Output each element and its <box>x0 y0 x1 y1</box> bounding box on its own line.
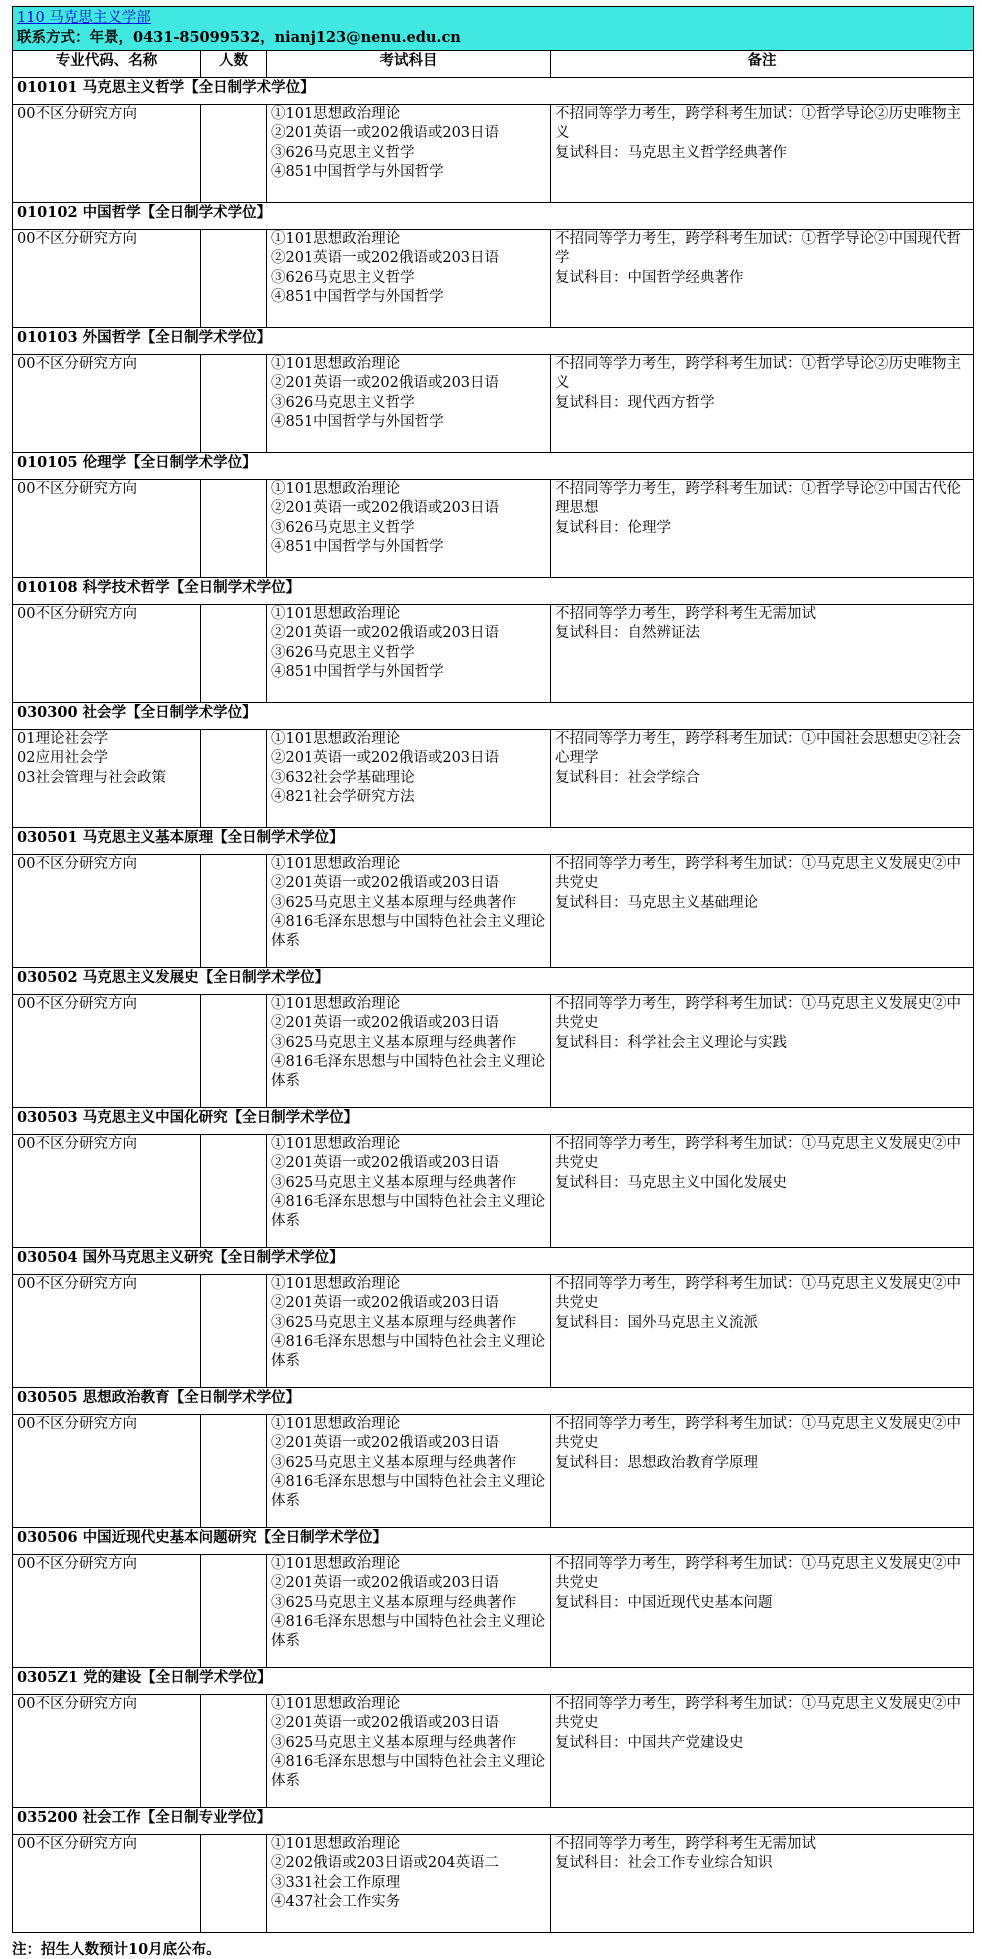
page-content <box>12 6 973 1959</box>
note-line: 复试科目：科学社会主义理论与实践 <box>555 1034 787 1051</box>
exam-subject: ②202俄语或203日语或204英语二 <box>271 1855 500 1872</box>
program-title-row <box>13 1107 974 1134</box>
research-direction: 00不区分研究方向 <box>17 605 137 622</box>
program-detail-row <box>13 1414 974 1527</box>
exam-subject: ③626马克思主义哲学 <box>271 394 415 411</box>
exam-subjects-cell <box>267 1694 551 1807</box>
research-direction: 00不区分研究方向 <box>17 480 137 497</box>
exam-subject: ①101思想政治理论 <box>271 995 401 1012</box>
note-line: 不招同等学力考生，跨学科考生加试：①马克思主义发展史②中共党史 <box>555 1415 961 1452</box>
program-title: 030504 国外马克思主义研究【全日制学术学位】 <box>13 1247 974 1274</box>
research-direction: 00不区分研究方向 <box>17 1555 137 1572</box>
notes-cell <box>551 1134 974 1247</box>
research-directions-cell <box>13 729 201 827</box>
exam-subject: ③331社会工作原理 <box>271 1874 401 1891</box>
research-directions-cell <box>13 854 201 967</box>
department-contact: 联系方式：年景，0431-85099532，nianj123@nenu.edu.cn <box>17 29 461 47</box>
column-header-notes: 备注 <box>551 50 974 77</box>
exam-subjects-cell <box>267 1414 551 1527</box>
exam-subject: ③625马克思主义基本原理与经典著作 <box>271 1454 517 1471</box>
quota-cell <box>201 729 267 827</box>
program-title: 030506 中国近现代史基本问题研究【全日制学术学位】 <box>13 1527 974 1554</box>
exam-subject: ③632社会学基础理论 <box>271 769 415 786</box>
program-detail-row <box>13 1134 974 1247</box>
exam-subjects-cell <box>267 354 551 452</box>
exam-subject: ④851中国哲学与外国哲学 <box>271 414 444 431</box>
footnote: 注：招生人数预计10月底公布。 <box>12 1940 221 1958</box>
notes-cell <box>551 104 974 202</box>
exam-subject: ①101思想政治理论 <box>271 730 401 747</box>
research-directions-cell <box>13 604 201 702</box>
program-detail-row <box>13 1274 974 1387</box>
program-title-row <box>13 202 974 229</box>
exam-subject: ③625马克思主义基本原理与经典著作 <box>271 1174 517 1191</box>
exam-subject: ②201英语一或202俄语或203日语 <box>271 750 500 767</box>
quota-cell <box>201 1134 267 1247</box>
exam-subject: ④851中国哲学与外国哲学 <box>271 164 444 181</box>
exam-subject: ③626马克思主义哲学 <box>271 269 415 286</box>
program-detail-row <box>13 229 974 327</box>
exam-subject: ①101思想政治理论 <box>271 105 401 122</box>
research-directions-cell <box>13 354 201 452</box>
research-direction: 00不区分研究方向 <box>17 105 137 122</box>
column-header-code: 专业代码、名称 <box>13 50 201 77</box>
notes-cell <box>551 1554 974 1667</box>
research-direction: 00不区分研究方向 <box>17 355 137 372</box>
note-line: 复试科目：伦理学 <box>555 519 671 536</box>
note-line: 不招同等学力考生，跨学科考生加试：①中国社会思想史②社会心理学 <box>555 730 961 767</box>
program-title-row <box>13 1807 974 1834</box>
exam-subject: ②201英语一或202俄语或203日语 <box>271 250 500 267</box>
program-title: 035200 社会工作【全日制专业学位】 <box>13 1807 974 1834</box>
note-line: 复试科目：社会学综合 <box>555 769 700 786</box>
note-line: 复试科目：自然辨证法 <box>555 625 700 642</box>
program-title-row <box>13 452 974 479</box>
quota-cell <box>201 354 267 452</box>
quota-cell <box>201 1554 267 1667</box>
exam-subject: ②201英语一或202俄语或203日语 <box>271 1435 500 1452</box>
research-directions-cell <box>13 1134 201 1247</box>
exam-subject: ②201英语一或202俄语或203日语 <box>271 125 500 142</box>
exam-subject: ④816毛泽东思想与中国特色社会主义理论体系 <box>271 1614 546 1650</box>
note-line: 复试科目：马克思主义中国化发展史 <box>555 1174 787 1191</box>
exam-subject: ①101思想政治理论 <box>271 1275 401 1292</box>
program-detail-row <box>13 729 974 827</box>
exam-subject: ④851中国哲学与外国哲学 <box>271 539 444 556</box>
exam-subject: ④851中国哲学与外国哲学 <box>271 664 444 681</box>
research-directions-cell <box>13 994 201 1107</box>
department-header-row <box>13 7 974 51</box>
note-line: 复试科目：社会工作专业综合知识 <box>555 1855 773 1872</box>
note-line: 复试科目：马克思主义基础理论 <box>555 894 758 911</box>
exam-subject: ③626马克思主义哲学 <box>271 144 415 161</box>
research-direction: 00不区分研究方向 <box>17 1695 137 1712</box>
exam-subject: ③625马克思主义基本原理与经典著作 <box>271 1594 517 1611</box>
exam-subjects-cell <box>267 479 551 577</box>
research-direction: 00不区分研究方向 <box>17 1135 137 1152</box>
program-title-row <box>13 327 974 354</box>
exam-subject: ④816毛泽东思想与中国特色社会主义理论体系 <box>271 1194 546 1230</box>
exam-subjects-cell <box>267 104 551 202</box>
program-title: 030505 思想政治教育【全日制学术学位】 <box>13 1387 974 1414</box>
note-line: 不招同等学力考生，跨学科考生加试：①马克思主义发展史②中共党史 <box>555 1695 961 1732</box>
exam-subject: ②201英语一或202俄语或203日语 <box>271 1295 500 1312</box>
exam-subject: ④816毛泽东思想与中国特色社会主义理论体系 <box>271 1334 546 1370</box>
quota-cell <box>201 604 267 702</box>
program-title: 010105 伦理学【全日制学术学位】 <box>13 452 974 479</box>
exam-subject: ③625马克思主义基本原理与经典著作 <box>271 1034 517 1051</box>
exam-subject: ④821社会学研究方法 <box>271 789 415 806</box>
note-line: 复试科目：现代西方哲学 <box>555 394 715 411</box>
program-title-row <box>13 1387 974 1414</box>
exam-subject: ③625马克思主义基本原理与经典著作 <box>271 1734 517 1751</box>
program-detail-row <box>13 854 974 967</box>
exam-subject: ①101思想政治理论 <box>271 230 401 247</box>
research-direction: 02应用社会学 <box>17 750 108 767</box>
note-line: 不招同等学力考生，跨学科考生加试：①马克思主义发展史②中共党史 <box>555 855 961 892</box>
program-title-row <box>13 1527 974 1554</box>
notes-cell <box>551 1694 974 1807</box>
program-detail-row <box>13 994 974 1107</box>
program-title: 030502 马克思主义发展史【全日制学术学位】 <box>13 967 974 994</box>
exam-subject: ①101思想政治理论 <box>271 1415 401 1432</box>
program-title: 010101 马克思主义哲学【全日制学术学位】 <box>13 77 974 104</box>
program-title-row <box>13 967 974 994</box>
notes-cell <box>551 604 974 702</box>
exam-subject: ①101思想政治理论 <box>271 1835 401 1852</box>
note-line: 不招同等学力考生，跨学科考生加试：①马克思主义发展史②中共党史 <box>555 1555 961 1592</box>
column-header-quota: 人数 <box>201 50 267 77</box>
quota-cell <box>201 1274 267 1387</box>
program-detail-row <box>13 1554 974 1667</box>
exam-subject: ①101思想政治理论 <box>271 1695 401 1712</box>
program-title-row <box>13 827 974 854</box>
notes-cell <box>551 1414 974 1527</box>
note-line: 不招同等学力考生，跨学科考生加试：①哲学导论②中国现代哲学 <box>555 230 961 267</box>
department-header <box>13 7 974 51</box>
note-line: 复试科目：马克思主义哲学经典著作 <box>555 144 787 161</box>
exam-subject: ④816毛泽东思想与中国特色社会主义理论体系 <box>271 1474 546 1510</box>
research-directions-cell <box>13 1694 201 1807</box>
exam-subjects-cell <box>267 1134 551 1247</box>
note-line: 复试科目：中国近现代史基本问题 <box>555 1594 773 1611</box>
research-direction: 00不区分研究方向 <box>17 1835 137 1852</box>
notes-cell <box>551 354 974 452</box>
program-detail-row <box>13 1834 974 1932</box>
quota-cell <box>201 854 267 967</box>
program-title: 010102 中国哲学【全日制学术学位】 <box>13 202 974 229</box>
research-directions-cell <box>13 229 201 327</box>
note-line: 复试科目：中国共产党建设史 <box>555 1734 744 1751</box>
exam-subject: ④851中国哲学与外国哲学 <box>271 289 444 306</box>
exam-subject: ②201英语一或202俄语或203日语 <box>271 625 500 642</box>
exam-subjects-cell <box>267 604 551 702</box>
exam-subject: ①101思想政治理论 <box>271 855 401 872</box>
quota-cell <box>201 229 267 327</box>
exam-subject: ②201英语一或202俄语或203日语 <box>271 875 500 892</box>
note-line: 不招同等学力考生，跨学科考生加试：①马克思主义发展史②中共党史 <box>555 995 961 1032</box>
note-line: 不招同等学力考生，跨学科考生加试：①马克思主义发展史②中共党史 <box>555 1275 961 1312</box>
exam-subject: ③626马克思主义哲学 <box>271 519 415 536</box>
exam-subject: ③625马克思主义基本原理与经典著作 <box>271 1314 517 1331</box>
exam-subjects-cell <box>267 729 551 827</box>
quota-cell <box>201 994 267 1107</box>
exam-subject: ②201英语一或202俄语或203日语 <box>271 1015 500 1032</box>
quota-cell <box>201 479 267 577</box>
quota-cell <box>201 1834 267 1932</box>
notes-cell <box>551 1834 974 1932</box>
note-line: 不招同等学力考生，跨学科考生加试：①哲学导论②中国古代伦理思想 <box>555 480 961 517</box>
research-directions-cell <box>13 104 201 202</box>
exam-subject: ①101思想政治理论 <box>271 605 401 622</box>
notes-cell <box>551 994 974 1107</box>
department-link[interactable]: 110 马克思主义学部 <box>17 10 151 26</box>
column-header-row <box>13 50 974 77</box>
notes-cell <box>551 729 974 827</box>
notes-cell <box>551 479 974 577</box>
program-title-row <box>13 77 974 104</box>
exam-subject: ④816毛泽东思想与中国特色社会主义理论体系 <box>271 1754 546 1790</box>
program-title: 010108 科学技术哲学【全日制学术学位】 <box>13 577 974 604</box>
exam-subject: ②201英语一或202俄语或203日语 <box>271 1575 500 1592</box>
note-line: 不招同等学力考生，跨学科考生加试：①哲学导论②历史唯物主义 <box>555 105 961 142</box>
program-title-row <box>13 1667 974 1694</box>
note-line: 不招同等学力考生，跨学科考生加试：①马克思主义发展史②中共党史 <box>555 1135 961 1172</box>
exam-subject: ①101思想政治理论 <box>271 1555 401 1572</box>
quota-cell <box>201 1414 267 1527</box>
exam-subject: ③625马克思主义基本原理与经典著作 <box>271 894 517 911</box>
program-table <box>12 6 974 1933</box>
program-title: 030503 马克思主义中国化研究【全日制学术学位】 <box>13 1107 974 1134</box>
exam-subject: ②201英语一或202俄语或203日语 <box>271 375 500 392</box>
exam-subjects-cell <box>267 1554 551 1667</box>
research-direction: 00不区分研究方向 <box>17 1275 137 1292</box>
research-directions-cell <box>13 1554 201 1667</box>
research-direction: 03社会管理与社会政策 <box>17 769 166 786</box>
research-directions-cell <box>13 1274 201 1387</box>
program-detail-row <box>13 104 974 202</box>
exam-subject: ③626马克思主义哲学 <box>271 644 415 661</box>
quota-cell <box>201 104 267 202</box>
exam-subject: ①101思想政治理论 <box>271 1135 401 1152</box>
exam-subject: ②201英语一或202俄语或203日语 <box>271 1155 500 1172</box>
notes-cell <box>551 1274 974 1387</box>
exam-subject: ①101思想政治理论 <box>271 480 401 497</box>
program-title: 030501 马克思主义基本原理【全日制学术学位】 <box>13 827 974 854</box>
exam-subject: ①101思想政治理论 <box>271 355 401 372</box>
exam-subject: ②201英语一或202俄语或203日语 <box>271 1715 500 1732</box>
program-title: 010103 外国哲学【全日制学术学位】 <box>13 327 974 354</box>
exam-subject: ④816毛泽东思想与中国特色社会主义理论体系 <box>271 914 546 950</box>
notes-cell <box>551 854 974 967</box>
exam-subjects-cell <box>267 1834 551 1932</box>
note-line: 复试科目：国外马克思主义流派 <box>555 1314 758 1331</box>
note-line: 不招同等学力考生，跨学科考生加试：①哲学导论②历史唯物主义 <box>555 355 961 392</box>
program-detail-row <box>13 604 974 702</box>
research-direction: 00不区分研究方向 <box>17 230 137 247</box>
program-title-row <box>13 1247 974 1274</box>
research-directions-cell <box>13 479 201 577</box>
research-direction: 01理论社会学 <box>17 730 108 747</box>
program-detail-row <box>13 479 974 577</box>
quota-cell <box>201 1694 267 1807</box>
research-direction: 00不区分研究方向 <box>17 855 137 872</box>
research-directions-cell <box>13 1834 201 1932</box>
note-line: 不招同等学力考生，跨学科考生无需加试 <box>555 1835 816 1852</box>
note-line: 复试科目：思想政治教育学原理 <box>555 1454 758 1471</box>
research-directions-cell <box>13 1414 201 1527</box>
exam-subjects-cell <box>267 854 551 967</box>
program-title: 0305Z1 党的建设【全日制学术学位】 <box>13 1667 974 1694</box>
exam-subjects-cell <box>267 1274 551 1387</box>
column-header-subjects: 考试科目 <box>267 50 551 77</box>
program-title: 030300 社会学【全日制学术学位】 <box>13 702 974 729</box>
program-detail-row <box>13 1694 974 1807</box>
research-direction: 00不区分研究方向 <box>17 995 137 1012</box>
exam-subject: ④437社会工作实务 <box>271 1894 401 1911</box>
exam-subject: ④816毛泽东思想与中国特色社会主义理论体系 <box>271 1054 546 1090</box>
program-detail-row <box>13 354 974 452</box>
note-line: 不招同等学力考生，跨学科考生无需加试 <box>555 605 816 622</box>
note-line: 复试科目：中国哲学经典著作 <box>555 269 744 286</box>
exam-subjects-cell <box>267 994 551 1107</box>
notes-cell <box>551 229 974 327</box>
exam-subject: ②201英语一或202俄语或203日语 <box>271 500 500 517</box>
research-direction: 00不区分研究方向 <box>17 1415 137 1432</box>
exam-subjects-cell <box>267 229 551 327</box>
program-title-row <box>13 702 974 729</box>
program-title-row <box>13 577 974 604</box>
